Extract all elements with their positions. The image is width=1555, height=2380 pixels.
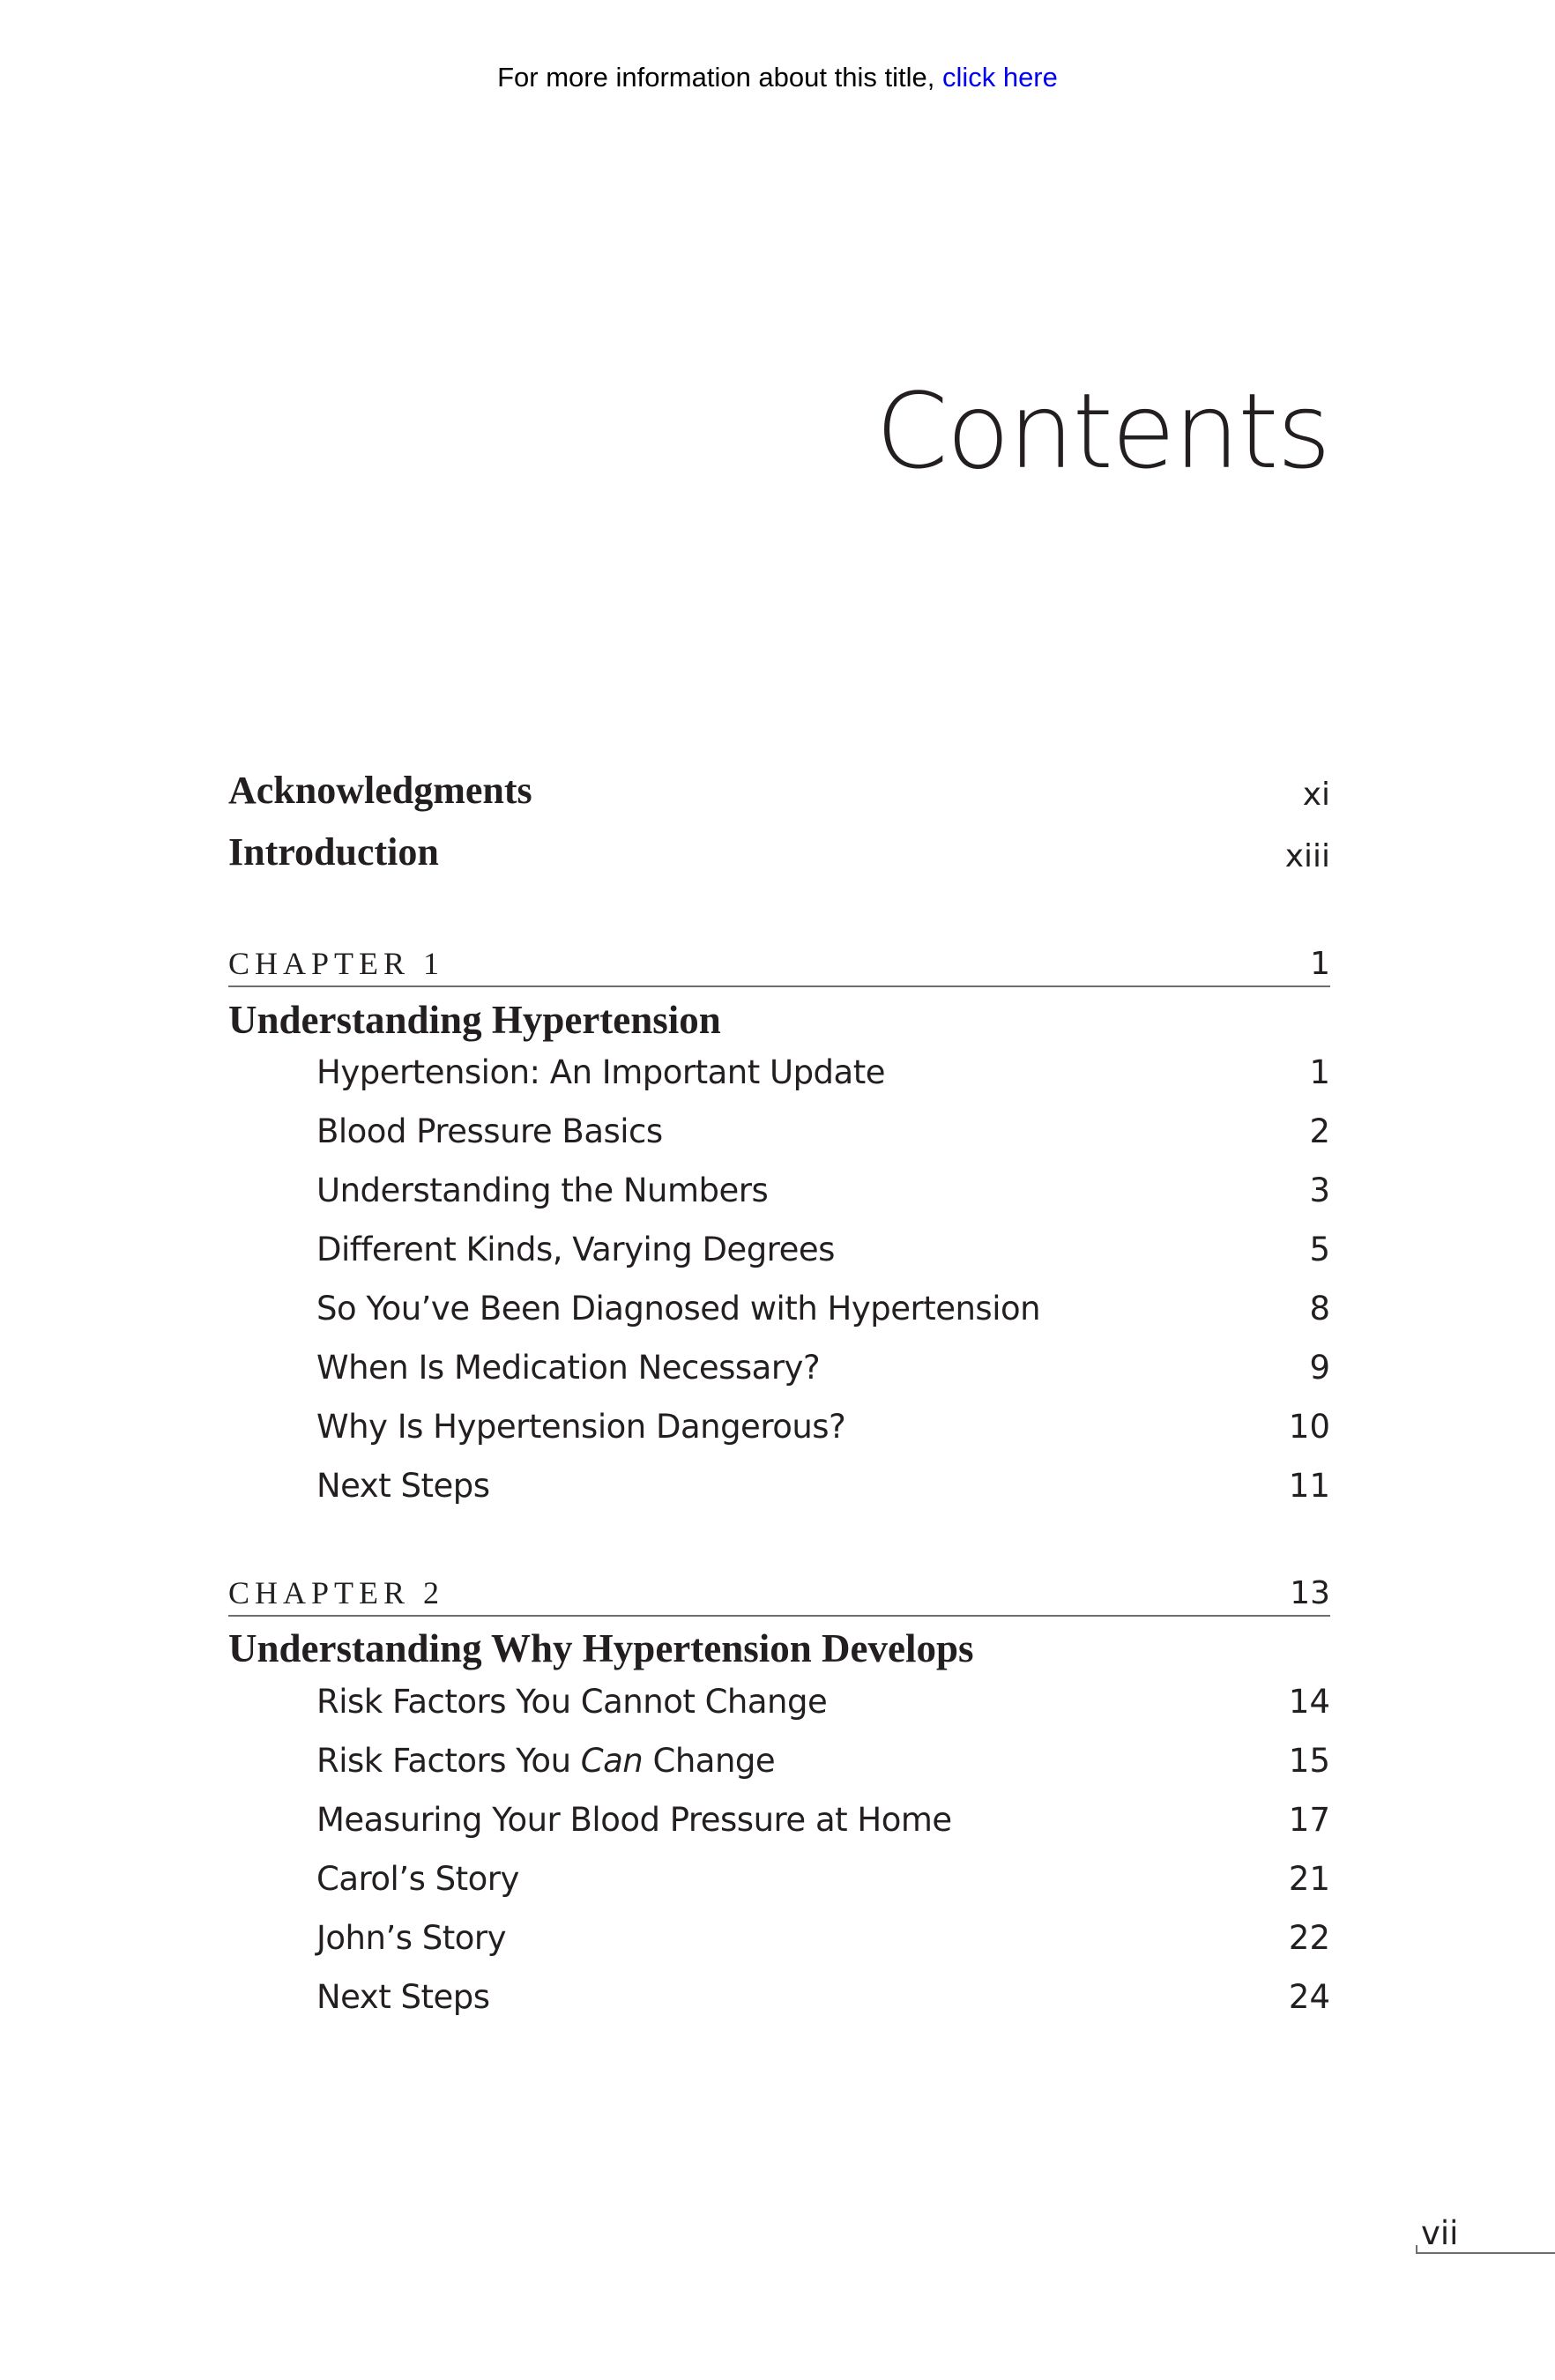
toc-entry-title: Understanding the Numbers: [316, 1171, 769, 1209]
toc-entry[interactable]: [316, 1343, 1330, 1402]
toc-entry-title: Risk Factors You Cannot Change: [316, 1683, 828, 1721]
toc-entry-page: 1: [1309, 1053, 1330, 1091]
folio-number: vii: [1421, 2214, 1459, 2253]
toc-entry-title: So You’ve Been Diagnosed with Hypertension: [316, 1290, 1041, 1328]
emphasis-text: Can: [580, 1742, 644, 1780]
chapter-1-entries: [316, 1048, 1330, 1521]
toc-entry[interactable]: [316, 1225, 1330, 1284]
toc-entry-page: 2: [1309, 1112, 1330, 1150]
toc-front-introduction[interactable]: [228, 829, 1330, 881]
toc-entry-page: 9: [1309, 1349, 1330, 1387]
toc-entry[interactable]: [316, 1914, 1330, 1973]
toc-entry-page: 17: [1288, 1801, 1330, 1839]
more-info-banner: [0, 62, 1555, 93]
toc-entry-title: Hypertension: An Important Update: [316, 1053, 885, 1091]
toc-entry-page: 8: [1309, 1290, 1330, 1328]
toc-entry-title: Blood Pressure Basics: [316, 1112, 663, 1150]
toc-entry-page: 3: [1309, 1171, 1330, 1209]
toc-entry-title: Measuring Your Blood Pressure at Home: [316, 1801, 952, 1839]
toc-entry-title: Why Is Hypertension Dangerous?: [316, 1408, 846, 1446]
toc-entry[interactable]: [316, 1284, 1330, 1343]
toc-entry-page: 21: [1288, 1860, 1330, 1898]
toc-entry-page: 14: [1288, 1683, 1330, 1721]
toc-entry-title: John’s Story: [316, 1919, 506, 1957]
chapter-label: CHAPTER 1: [228, 946, 445, 981]
toc-front-title: Introduction: [228, 830, 439, 874]
toc-front-page: xi: [1302, 777, 1330, 813]
toc-entry-title: Next Steps: [316, 1467, 490, 1505]
toc-entry[interactable]: [316, 1973, 1330, 2032]
toc-entry-page: 5: [1309, 1231, 1330, 1268]
toc-entry-title: Risk Factors You Can Change: [316, 1742, 776, 1780]
chapter-label: CHAPTER 2: [228, 1575, 445, 1610]
toc-entry[interactable]: [316, 1677, 1330, 1737]
toc-entry-page: 24: [1288, 1978, 1330, 2016]
page-title: Contents: [875, 370, 1329, 492]
chapter-2-title: Understanding Why Hypertension Develops: [228, 1626, 974, 1670]
toc-front-title: Acknowledgments: [228, 769, 532, 812]
chapter-2-entries: [316, 1677, 1330, 2032]
toc-entry-page: 10: [1288, 1408, 1330, 1446]
chapter-2-heading[interactable]: [228, 1562, 1330, 1617]
toc-entry[interactable]: [316, 1402, 1330, 1461]
chapter-page: 1: [1310, 946, 1330, 982]
toc-front-page: xiii: [1284, 838, 1330, 874]
chapter-1-heading[interactable]: [228, 933, 1330, 987]
toc-entry-page: 15: [1288, 1742, 1330, 1780]
page-folio: [1416, 2208, 1555, 2254]
toc-entry-title: When Is Medication Necessary?: [316, 1349, 821, 1387]
toc-entry[interactable]: [316, 1461, 1330, 1521]
toc-entry-page: 11: [1288, 1467, 1330, 1505]
toc-entry-title: Carol’s Story: [316, 1860, 519, 1898]
click-here-link[interactable]: click here: [941, 62, 1058, 93]
toc-front-acknowledgments[interactable]: [228, 767, 1330, 820]
more-info-text: For more information about this title,: [497, 62, 942, 93]
toc-entry[interactable]: [316, 1166, 1330, 1225]
toc-entry[interactable]: [316, 1855, 1330, 1914]
toc-entry[interactable]: [316, 1737, 1330, 1796]
toc-entry-title: Different Kinds, Varying Degrees: [316, 1231, 835, 1268]
toc-entry[interactable]: [316, 1107, 1330, 1166]
toc-entry-page: 22: [1288, 1919, 1330, 1957]
chapter-1-title: Understanding Hypertension: [228, 998, 721, 1042]
toc-entry[interactable]: [316, 1048, 1330, 1107]
chapter-page: 13: [1290, 1575, 1330, 1611]
toc-entry[interactable]: [316, 1796, 1330, 1855]
toc-entry-title: Next Steps: [316, 1978, 490, 2016]
